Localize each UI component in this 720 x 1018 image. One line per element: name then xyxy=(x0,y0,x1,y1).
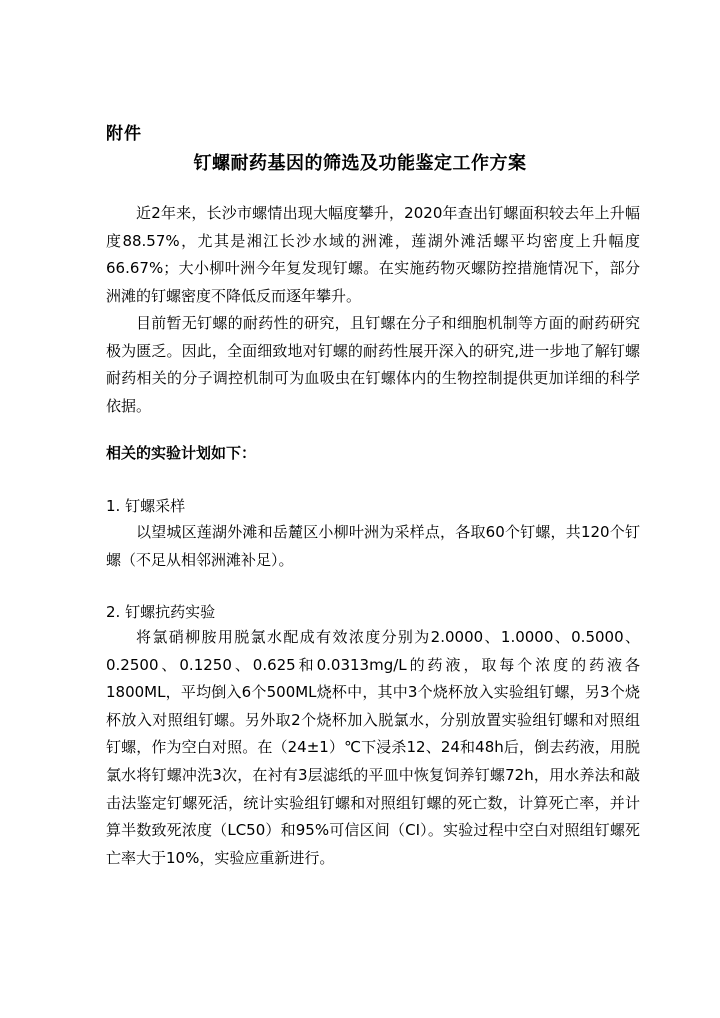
intro-paragraph: 近2年来，长沙市螺情出现大幅度攀升，2020年查出钉螺面积较去年上升幅度88.57%，尤其是湘江长沙水域的洲滩，莲湖外滩活螺平均密度上升幅度66.67%；大小柳叶洲今年复发现钉螺。在实施药物灭螺防控措施情况下，部分洲滩的钉螺密度不降低反而逐年攀升。 xyxy=(106,204,640,305)
attachment-label: 附件 xyxy=(106,124,142,144)
intro-paragraph: 目前暂无钉螺的耐药性的研究，且钉螺在分子和细胞机制等方面的耐药研究极为匮乏。因此，全面细致地对钉螺的耐药性展开深入的研究,进一步地了解钉螺耐药相关的分子调控机制可为血吸虫在钉螺体内的生物控制提供更加详细的科学依据。 xyxy=(106,314,640,415)
section-body: 以望城区莲湖外滩和岳麓区小柳叶洲为采样点，各取60个钉螺，共120个钉螺（不足从相邻洲滩补足）。 xyxy=(106,523,640,569)
section-body: 将氯硝柳胺用脱氯水配成有效浓度分别为2.0000、1.0000、0.5000、0.2500、0.1250、0.625和0.0313mg/L的药液，取每个浓度的药液各1800ML，平均倒入6个500ML烧杯中，其中3个烧杯放入实验组钉螺，另3个烧杯放入对照组钉螺。另外取2个烧杯加入脱氯水，分别放置实验组钉螺和对照组钉螺，作为空白对照。在（24±1）℃下浸杀12、24和48h后，倒去药液，用脱氯水将钉螺冲洗3次，在衬有3层滤纸的平皿中恢复饲养钉螺72h，用水养法和敲击法鉴定钉螺死活，统计实验组钉螺和对照组钉螺的死亡数，计算死亡率，并计算半数致死浓度（LC50）和95%可信区间（CI）。实验过程中空白对照组钉螺死亡率大于10%，实验应重新进行。 xyxy=(106,628,640,867)
document-title: 钉螺耐药基因的筛选及功能鉴定工作方案 xyxy=(193,153,527,174)
section-heading: 1. 钉螺采样 xyxy=(106,497,186,515)
section-heading: 2. 钉螺抗药实验 xyxy=(106,603,216,621)
plan-heading: 相关的实验计划如下： xyxy=(106,444,257,462)
